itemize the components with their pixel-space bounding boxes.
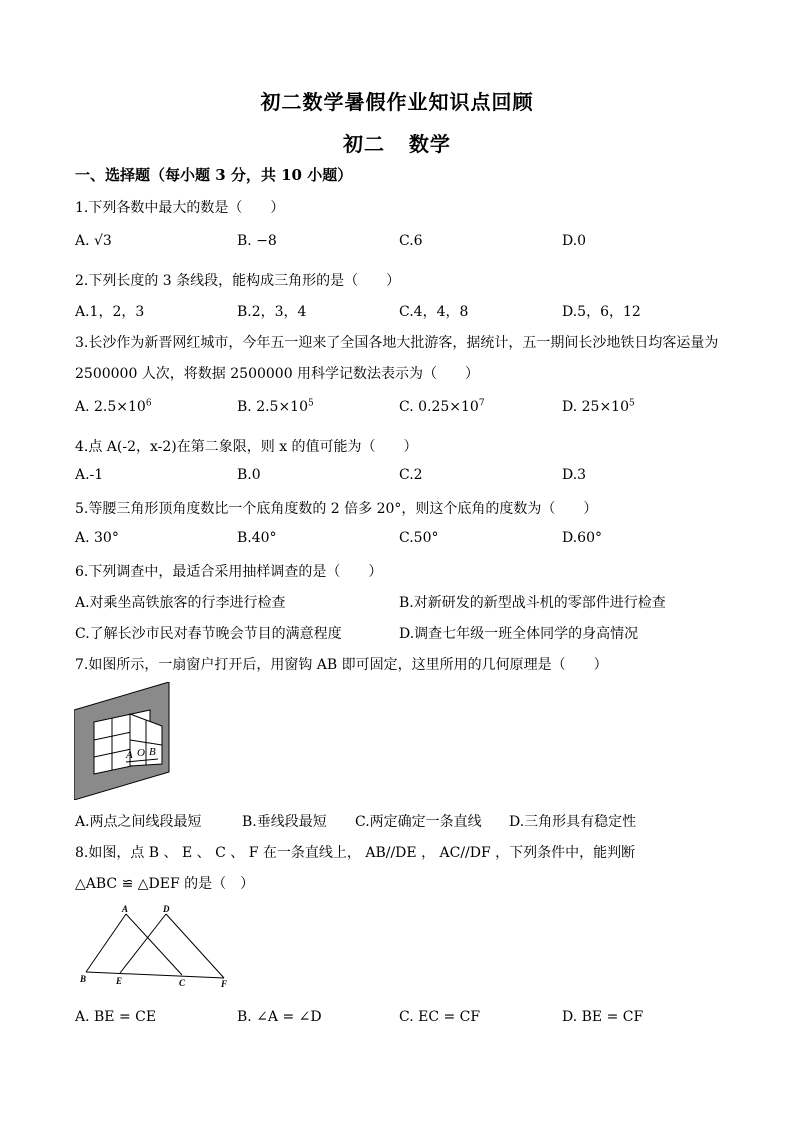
q7-option-a: A.两点之间线段最短 bbox=[75, 814, 202, 830]
q6-option-c: C.了解长沙市民对春节晚会节目的满意程度 bbox=[75, 626, 342, 642]
q4-option-a: A.-1 bbox=[75, 467, 104, 483]
q2-option-a: A.1，2，3 bbox=[75, 304, 145, 320]
q3-option-b: B. $2.5\times 10^5$ bbox=[237, 398, 314, 415]
question-4-stem: 4.点 A(-2，x-2)在第二象限，则 x 的值可能为（ ） bbox=[75, 439, 418, 455]
label-b: B bbox=[149, 746, 156, 758]
q5-option-a: A. 30° bbox=[75, 530, 119, 546]
question-1-stem: 1.下列各数中最大的数是（ ） bbox=[75, 200, 285, 216]
q5-option-d: D.60° bbox=[562, 530, 602, 546]
q1-option-b: B. −8 bbox=[237, 233, 277, 249]
q5-option-b: B.40° bbox=[237, 530, 277, 546]
q2-option-d: D.5，6，12 bbox=[562, 304, 641, 320]
q7-option-d: D.三角形具有稳定性 bbox=[509, 814, 637, 830]
q4-option-b: B.0 bbox=[237, 467, 261, 483]
label-C: C bbox=[179, 978, 186, 988]
question-3-stem-line1: 3.长沙作为新晋网红城市，今年五一迎来了全国各地大批游客，据统计，五一期间长沙地铁日均客运量为 bbox=[75, 335, 719, 351]
q3-option-c: C. $0.25\times 10^7$ bbox=[399, 398, 485, 415]
q1-option-d: D.0 bbox=[562, 233, 587, 249]
label-F: F bbox=[221, 979, 228, 989]
q5-option-c: C.50° bbox=[399, 530, 439, 546]
question-8-stem-line1: 8.如图，点 B 、 E 、 C 、 F 在一条直线上， AB//DE ， AC//DF ，下列条件中，能判断 bbox=[75, 845, 636, 861]
label-D: D bbox=[163, 904, 170, 914]
question-2-stem: 2.下列长度的 3 条线段，能构成三角形的是（ ） bbox=[75, 273, 401, 289]
question-7-stem: 7.如图所示，一扇窗户打开后，用窗钩 AB 即可固定，这里所用的几何原理是（ ） bbox=[75, 657, 608, 673]
question-8-stem-line2: △ABC ≌ △DEF 的是（ ） bbox=[75, 876, 255, 892]
page-title: 初二数学暑假作业知识点回顾 bbox=[260, 90, 534, 114]
q7-option-b: B.垂线段最短 bbox=[242, 814, 327, 830]
section-heading: 一、选择题（每小题 3 分，共 10 小题） bbox=[75, 166, 353, 184]
question-5-stem: 5.等腰三角形顶角度数比一个底角度数的 2 倍多 20°，则这个底角的度数为（ ） bbox=[75, 501, 598, 517]
label-A: A bbox=[122, 904, 129, 914]
q8-option-a: A. BE = CE bbox=[75, 1009, 157, 1025]
label-B: B bbox=[80, 974, 87, 984]
label-a: A bbox=[126, 749, 133, 761]
q6-option-a: A.对乘坐高铁旅客的行李进行检查 bbox=[75, 595, 286, 611]
label-E: E bbox=[116, 976, 123, 986]
q1-option-a: A. √3 bbox=[75, 233, 112, 249]
q3-option-d: D. $25\times 10^5$ bbox=[562, 398, 635, 415]
question-6-stem: 6.下列调查中，最适合采用抽样调查的是（ ） bbox=[75, 564, 383, 580]
q1-option-c: C.6 bbox=[399, 233, 423, 249]
q8-option-c: C. EC = CF bbox=[399, 1009, 481, 1025]
page-subtitle: 初二 数学 bbox=[343, 132, 451, 156]
label-o: O bbox=[137, 747, 145, 759]
q4-option-d: D.3 bbox=[562, 467, 587, 483]
q4-option-c: C.2 bbox=[399, 467, 423, 483]
window-figure bbox=[74, 682, 174, 800]
q8-option-b: B. ∠A = ∠D bbox=[237, 1009, 322, 1025]
question-3-stem-line2: 2500000 人次，将数据 2500000 用科学记数法表示为（ ） bbox=[75, 366, 480, 382]
q6-option-b: B.对新研发的新型战斗机的零部件进行检查 bbox=[399, 595, 666, 611]
base-line bbox=[86, 972, 224, 978]
q8-option-d: D. BE = CF bbox=[562, 1009, 644, 1025]
q7-option-c: C.两定确定一条直线 bbox=[355, 814, 482, 830]
triangles-figure bbox=[78, 902, 238, 990]
q2-option-b: B.2，3，4 bbox=[237, 304, 307, 320]
q3-option-a: A. $2.5\times 10^6$ bbox=[75, 398, 152, 415]
q6-option-d: D.调查七年级一班全体同学的身高情况 bbox=[399, 626, 639, 642]
q2-option-c: C.4，4，8 bbox=[399, 304, 469, 320]
